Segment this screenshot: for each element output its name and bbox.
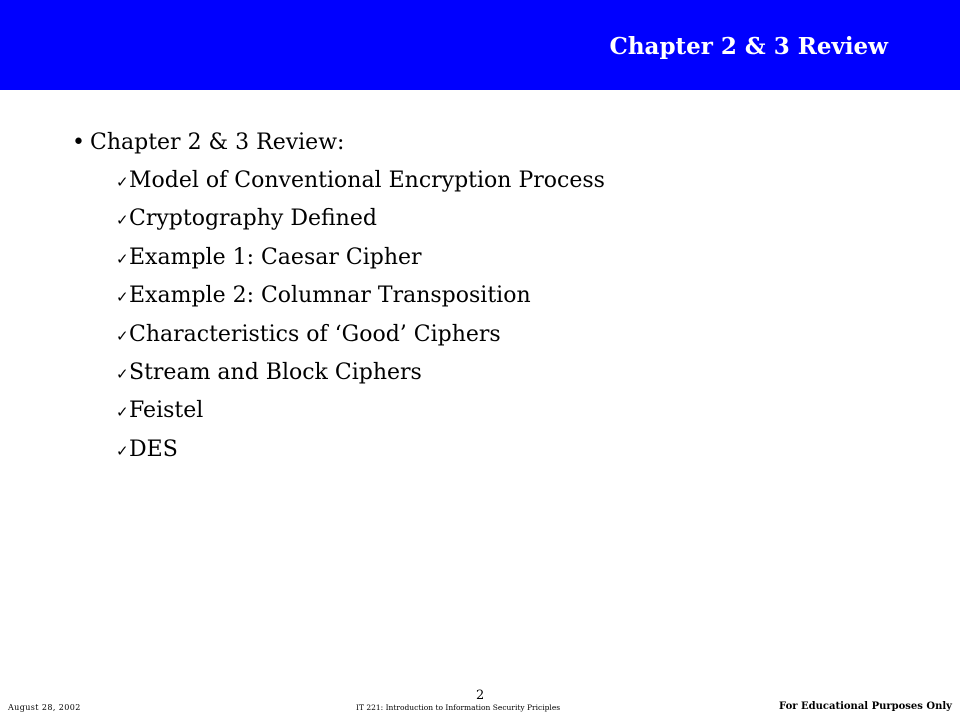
checkmark-icon: ✓	[116, 326, 129, 345]
header-bar	[0, 0, 960, 90]
list-item-text: Cryptography Defined	[129, 206, 377, 232]
bullet-icon: •	[72, 130, 85, 155]
checkmark-icon: ✓	[116, 288, 129, 307]
list-item-text: Characteristics of ‘Good’ Ciphers	[129, 321, 501, 347]
footer-date: August 28, 2002	[8, 703, 81, 712]
list-item-text: Feistel	[129, 398, 204, 424]
list-item	[116, 392, 912, 430]
checkmark-icon: ✓	[116, 173, 129, 191]
main-bullet	[72, 126, 912, 162]
list-item	[116, 162, 912, 200]
checkmark-icon: ✓	[116, 211, 129, 230]
footer-course-title: IT 221: Introduction to Information Security Priciples	[356, 703, 561, 712]
slide-title: Chapter 2 & 3 Review	[609, 33, 888, 60]
list-item	[116, 277, 912, 315]
list-item	[116, 316, 912, 354]
checkmark-icon: ✓	[116, 403, 129, 422]
list-item-text: Stream and Block Ciphers	[129, 359, 422, 385]
main-bullet-text: Chapter 2 & 3 Review:	[90, 130, 345, 155]
list-item	[116, 239, 912, 277]
checkmark-icon: ✓	[116, 249, 129, 268]
list-item	[116, 354, 912, 392]
list-item-text: Example 1: Caesar Cipher	[129, 244, 422, 270]
list-item-text: Model of Conventional Encryption Process	[129, 168, 605, 193]
page-number: 2	[476, 688, 485, 703]
checkmark-icon: ✓	[116, 441, 129, 460]
list-item-text: DES	[129, 436, 178, 462]
slide-content	[72, 126, 912, 469]
footer-usage-note: For Educational Purposes Only	[779, 701, 952, 712]
review-topic-list	[72, 162, 912, 469]
checkmark-icon: ✓	[116, 364, 129, 383]
list-item-text: Example 2: Columnar Transposition	[129, 283, 531, 309]
list-item	[116, 431, 912, 469]
list-item	[116, 200, 912, 238]
